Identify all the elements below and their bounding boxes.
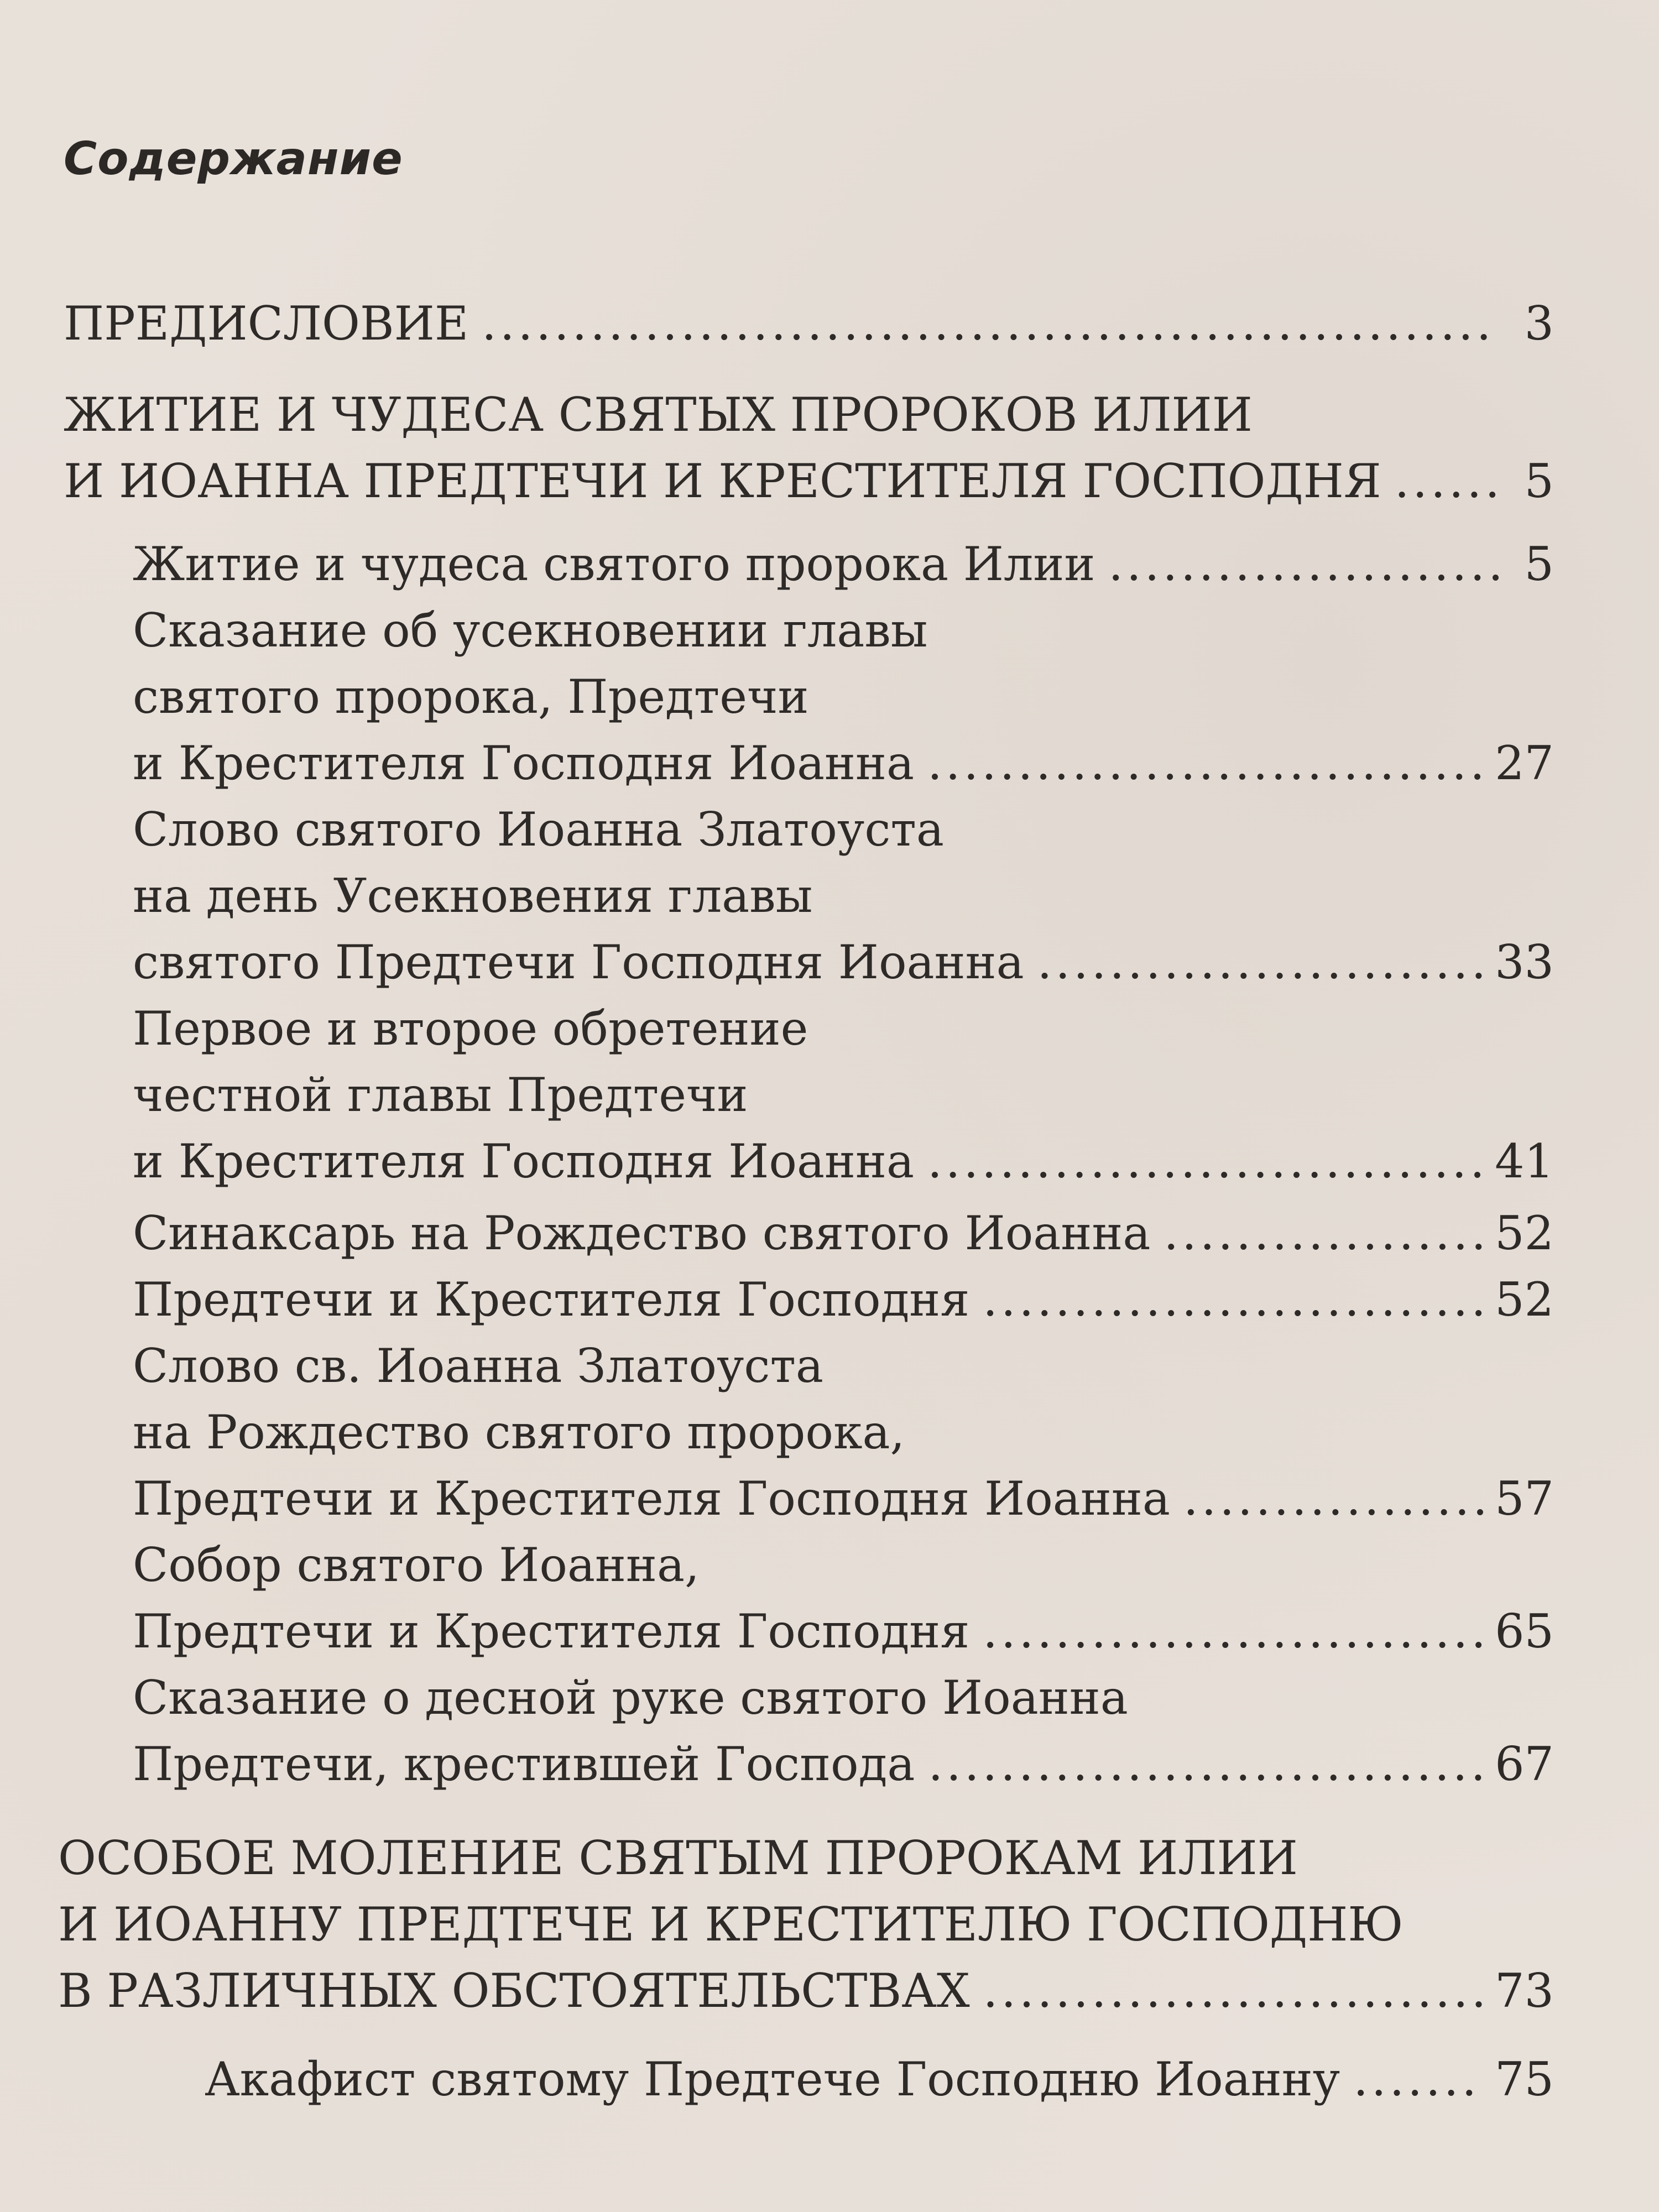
toc-entry-line: Первое и второе обретение	[133, 1001, 808, 1056]
toc-entry-line: Предтечи, крестившей Господа	[133, 1737, 915, 1791]
toc-page-number: 52	[1495, 1206, 1554, 1260]
toc-leader-dots	[928, 1731, 1484, 1797]
toc-heading: Содержание	[64, 133, 403, 185]
toc-entry-line: Сказание о десной руке святого Иоанна	[133, 1671, 1128, 1725]
toc-entry-line: на Рождество святого пророка,	[133, 1405, 905, 1459]
toc-entry	[133, 1665, 1554, 1797]
toc-entry-line: Сказание об усекновении главы	[133, 603, 928, 658]
toc-entry-line: ПРЕДИСЛОВИЕ	[64, 296, 469, 351]
toc-leader-dots	[1037, 929, 1484, 995]
toc-page-number: 73	[1495, 1964, 1554, 2018]
toc-page-number: 41	[1495, 1134, 1554, 1188]
toc-leader-dots	[1164, 1200, 1484, 1266]
toc-entry-line: Синаксарь на Рождество святого Иоанна	[133, 1206, 1151, 1260]
toc-page-number: 52	[1495, 1272, 1554, 1327]
toc-leader-dots	[1353, 2046, 1484, 2112]
toc-entry-line: святого пророка, Предтечи	[133, 670, 809, 724]
toc-entry-line: И ИОАННА ПРЕДТЕЧИ И КРЕСТИТЕЛЯ ГОСПОДНЯ	[64, 454, 1381, 508]
toc-entry-line: И ИОАННУ ПРЕДТЕЧЕ И КРЕСТИТЕЛЮ ГОСПОДНЮ	[58, 1897, 1404, 1952]
toc-entry-line: Предтечи и Крестителя Господня	[133, 1272, 970, 1327]
toc-page-number: 75	[1495, 2052, 1554, 2106]
toc-entry	[133, 1266, 1554, 1333]
toc-entry-preface	[64, 290, 1554, 357]
toc-entry	[205, 2046, 1554, 2112]
toc-leader-dots	[1183, 1465, 1484, 1532]
toc-entry-line: ЖИТИЕ И ЧУДЕСА СВЯТЫХ ПРОРОКОВ ИЛИИ	[64, 388, 1253, 442]
toc-entry	[133, 995, 1554, 1194]
toc-entry	[133, 1532, 1554, 1665]
toc-entry-part-2	[58, 1825, 1554, 2024]
toc-entry-line: честной главы Предтечи	[133, 1068, 748, 1122]
toc-leader-dots	[983, 1598, 1484, 1665]
toc-entry-line: Предтечи и Крестителя Господня Иоанна	[133, 1472, 1170, 1526]
toc-leader-dots	[983, 1266, 1484, 1333]
toc-leader-dots	[927, 730, 1484, 796]
toc-leader-dots	[482, 290, 1499, 357]
toc-entry-line: Акафист святому Предтече Господню Иоанну	[205, 2052, 1340, 2106]
toc-leader-dots	[983, 1958, 1484, 2024]
toc-entry	[133, 597, 1554, 796]
toc-entry-line: Собор святого Иоанна,	[133, 1538, 700, 1592]
toc-entry-line: ОСОБОЕ МОЛЕНИЕ СВЯТЫМ ПРОРОКАМ ИЛИИ	[58, 1831, 1298, 1885]
toc-entry-line: Слово св. Иоанна Златоуста	[133, 1339, 824, 1393]
toc-entry	[133, 1333, 1554, 1532]
toc-entry-line: на день Усекновения главы	[133, 869, 813, 923]
toc-leader-dots	[1395, 448, 1499, 514]
toc-entry-line: и Крестителя Господня Иоанна	[133, 1134, 915, 1188]
toc-entry	[133, 796, 1554, 995]
toc-leader-dots	[1108, 531, 1499, 597]
toc-entry-line: Житие и чудеса святого пророка Илии	[133, 537, 1095, 591]
toc-entry-line: Слово святого Иоанна Златоуста	[133, 802, 944, 857]
toc-page-number: 67	[1495, 1737, 1554, 1791]
toc-page-number: 57	[1495, 1472, 1554, 1526]
toc-page-number: 65	[1495, 1604, 1554, 1658]
toc-entry	[133, 531, 1554, 597]
toc-entry-line: и Крестителя Господня Иоанна	[133, 736, 915, 790]
toc-entry	[133, 1200, 1554, 1266]
toc-page-number: 33	[1495, 935, 1554, 989]
toc-leader-dots	[927, 1128, 1484, 1194]
toc-entry-line: святого Предтечи Господня Иоанна	[133, 935, 1024, 989]
toc-entry-part-1	[64, 382, 1554, 514]
toc-page-number: 5	[1524, 454, 1554, 508]
toc-page-number: 5	[1524, 537, 1554, 591]
toc-entry-line: В РАЗЛИЧНЫХ ОБСТОЯТЕЛЬСТВАХ	[58, 1964, 970, 2018]
toc-page-number: 3	[1524, 296, 1554, 351]
toc-page-number: 27	[1495, 736, 1554, 790]
toc-entry-line: Предтечи и Крестителя Господня	[133, 1604, 970, 1658]
